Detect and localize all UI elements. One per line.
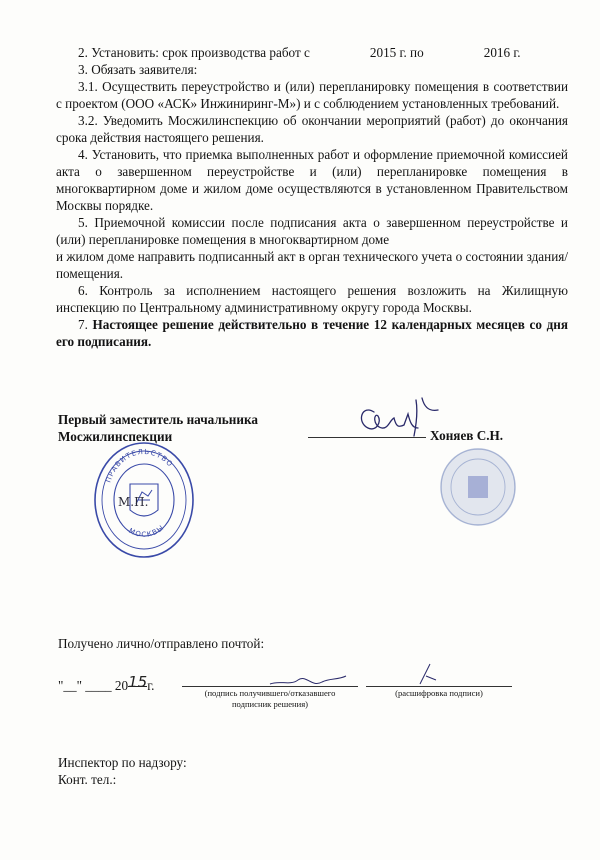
signature-field-caption bbox=[182, 688, 358, 710]
p7-number: 7. bbox=[78, 317, 88, 332]
signature-field-line bbox=[182, 686, 358, 687]
signature-decryption-caption: (расшифровка подписи) bbox=[395, 688, 483, 698]
handwritten-signature bbox=[352, 392, 442, 444]
paragraph-5b: и жилом доме направить подписанный акт в орган технического учета о состоянии здания/помещения. bbox=[56, 249, 568, 281]
paragraph-7 bbox=[56, 316, 568, 350]
paragraph-6: 6. Контроль за исполнением настоящего решения возложить на Жилищную инспекцию по Центральному административному округу города Москвы. bbox=[56, 283, 568, 315]
caption-a-line2: подписник решения) bbox=[231, 699, 309, 709]
official-seal bbox=[92, 440, 196, 560]
inspector-label: Инспектор по надзору: bbox=[58, 755, 187, 770]
date-prefix: "__" ____ 20 bbox=[58, 678, 129, 693]
paragraph-3-1: 3.1. Осуществить переустройство и (или) перепланировку помещения в соответствии с проектом (ООО «АСК» Инжиниринг-М») и с соблюдением установленных требований. bbox=[56, 79, 568, 111]
decision-text bbox=[56, 44, 568, 350]
caption-a-line1: (подпись получившего/отказавшего bbox=[204, 688, 336, 698]
signature-decryption-line bbox=[366, 686, 512, 687]
paragraph-5a: 5. Приемочной комиссии после подписания акта о завершенном переустройстве и (или) перепланировке помещения в многоквартирном доме bbox=[56, 215, 568, 247]
p2-middle: 2015 г. по bbox=[369, 45, 424, 60]
signer-name: Хоняев С.Н. bbox=[430, 428, 504, 443]
receipt-date bbox=[58, 673, 155, 694]
paragraph-3-2: 3.2. Уведомить Мосжилинспекцию об окончании мероприятий (работ) до окончания срока действия настоящего решения. bbox=[56, 113, 568, 145]
paragraph-2 bbox=[56, 44, 568, 61]
seal-mp-label: М.П. bbox=[118, 495, 149, 509]
svg-text:МОСКВЫ bbox=[127, 523, 166, 539]
signer-title-line1: Первый заместитель начальника bbox=[58, 412, 258, 427]
contact-phone-label: Конт. тел.: bbox=[58, 772, 117, 787]
paragraph-4: 4. Установить, что приемка выполненных работ и оформление приемочной комиссией акта о завершенном переустройстве и (или) перепланировке помещения в многоквартирном доме и жилом доме осуществляются в установленном Правительством Москвы порядке. bbox=[56, 147, 568, 213]
receipt-mark-scribble bbox=[414, 662, 444, 688]
paragraph-3: 3. Обязать заявителя: bbox=[78, 62, 198, 77]
secondary-seal-stamp bbox=[438, 446, 518, 528]
seal-bottom-text: МОСКВЫ bbox=[127, 523, 167, 539]
seal-top-text: ПРАВИТЕЛЬСТВО bbox=[104, 447, 175, 484]
date-suffix: г. bbox=[147, 678, 155, 693]
p2-start: 2. Установить: срок производства работ с bbox=[78, 45, 310, 60]
signer-title-line2: Мосжилинспекции bbox=[58, 429, 173, 444]
inspector-block bbox=[58, 754, 187, 788]
p2-end: 2016 г. bbox=[483, 45, 521, 60]
received-label: Получено лично/отправлено почтой: bbox=[58, 636, 265, 651]
p7-text: Настоящее решение действительно в течение 12 календарных месяцев со дня его подписания. bbox=[56, 317, 568, 349]
date-year-handwritten: 15 bbox=[128, 673, 148, 691]
